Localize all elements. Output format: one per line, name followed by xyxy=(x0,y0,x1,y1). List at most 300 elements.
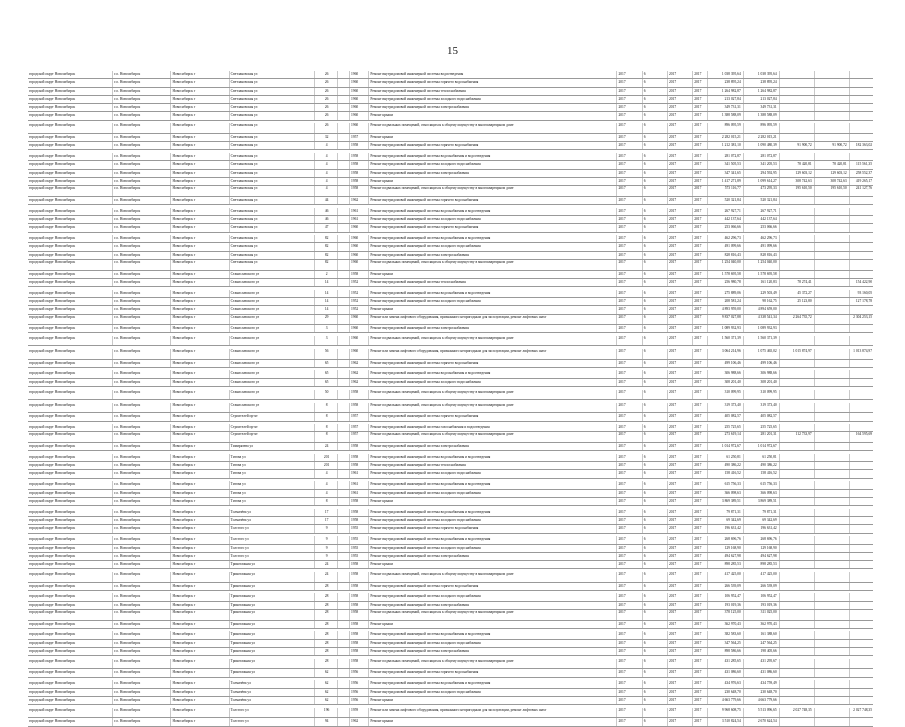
year-built-cell: 1956 xyxy=(350,689,369,696)
year-built-cell: 1962 xyxy=(350,370,369,377)
total-cost-cell: 1 388 588,09 xyxy=(708,112,744,119)
owner-cost-cell xyxy=(850,443,873,450)
end-year-cell: 2017 xyxy=(693,279,708,286)
owner-cost-cell xyxy=(850,610,873,620)
year-cell: 2017 xyxy=(617,271,642,278)
total-cost-cell: 230 648,70 xyxy=(708,689,744,696)
work-type-cell: Ремонт подвальных помещений, относящихся к общему имуществу в многоквартирном доме xyxy=(369,432,617,442)
local-cost-cell: 195 610,50 xyxy=(815,186,850,196)
fund-cost-cell: 1 578 695,58 xyxy=(744,271,780,278)
total-cost-cell: 615 756,33 xyxy=(708,481,744,488)
code-cell: 6 xyxy=(643,235,668,242)
local-cost-cell xyxy=(815,336,850,346)
house-number-cell: 56 xyxy=(315,349,338,359)
owner-cost-cell xyxy=(850,79,873,86)
code-cell: 6 xyxy=(643,536,668,543)
budget-cost-cell: 129 603,12 xyxy=(780,170,815,177)
district-cell: г.о. Новосибирск xyxy=(113,640,171,647)
budget-cost-cell xyxy=(780,403,815,413)
house-number-cell: 82 xyxy=(315,235,338,242)
budget-cost-cell xyxy=(780,153,815,160)
year-cell: 2017 xyxy=(617,134,642,141)
fund-cost-cell: 1 075 465,02 xyxy=(744,349,780,359)
year-cell: 2017 xyxy=(617,279,642,286)
table-row xyxy=(28,659,873,670)
district-cell: г.о. Новосибирск xyxy=(113,621,171,628)
fund-cost-cell: 341 205,53 xyxy=(744,161,780,168)
owner-cost-cell xyxy=(850,583,873,590)
table-row xyxy=(28,621,873,629)
code-cell: 6 xyxy=(643,186,668,196)
street-cell: Светлановская ул xyxy=(230,208,315,215)
city-cell: Новосибирск г xyxy=(171,403,229,413)
district-cell: г.о. Новосибирск xyxy=(113,517,171,524)
year-cell: 2017 xyxy=(617,88,642,95)
municipality-cell: городской округ Новосибирск xyxy=(28,161,113,168)
year-built-cell: 1960 xyxy=(350,104,369,111)
table-row xyxy=(28,79,873,87)
table-row xyxy=(28,561,873,569)
start-year-cell: 2017 xyxy=(668,298,693,305)
code-cell: 6 xyxy=(643,161,668,168)
year-cell: 2017 xyxy=(617,153,642,160)
end-year-cell: 2017 xyxy=(693,197,708,204)
building-cell xyxy=(338,96,350,103)
street-cell: Станиславского ул xyxy=(230,390,315,400)
local-cost-cell xyxy=(815,243,850,250)
fund-cost-cell: 431 086,60 xyxy=(744,669,780,676)
house-number-cell: 196 xyxy=(315,708,338,718)
municipality-cell: городской округ Новосибирск xyxy=(28,224,113,231)
table-row xyxy=(28,360,873,368)
house-number-cell: 9 xyxy=(315,536,338,543)
district-cell: г.о. Новосибирск xyxy=(113,379,171,386)
code-cell: 6 xyxy=(643,79,668,86)
code-cell: 6 xyxy=(643,610,668,620)
budget-cost-cell xyxy=(780,413,815,420)
end-year-cell: 2017 xyxy=(693,216,708,223)
budget-cost-cell xyxy=(780,621,815,628)
local-cost-cell xyxy=(815,648,850,655)
year-cell: 2017 xyxy=(617,640,642,647)
year-built-cell: 1962 xyxy=(350,379,369,386)
city-cell: Новосибирск г xyxy=(171,553,229,560)
street-cell: Светлановская ул xyxy=(230,260,315,270)
total-cost-cell: 1 578 695,58 xyxy=(708,271,744,278)
district-cell: г.о. Новосибирск xyxy=(113,718,171,725)
end-year-cell: 2017 xyxy=(693,123,708,133)
table-row xyxy=(28,689,873,697)
municipality-cell: городской округ Новосибирск xyxy=(28,336,113,346)
budget-cost-cell xyxy=(780,379,815,386)
budget-cost-cell xyxy=(780,610,815,620)
owner-cost-cell xyxy=(850,403,873,413)
year-built-cell: 1956 xyxy=(350,680,369,687)
table-row xyxy=(28,161,873,169)
code-cell: 6 xyxy=(643,490,668,497)
start-year-cell: 2017 xyxy=(668,669,693,676)
year-cell: 2017 xyxy=(617,610,642,620)
start-year-cell: 2017 xyxy=(668,306,693,313)
year-built-cell: 1960 xyxy=(350,349,369,359)
municipality-cell: городской округ Новосибирск xyxy=(28,79,113,86)
year-built-cell: 1958 xyxy=(350,186,369,196)
street-cell: Станиславского ул xyxy=(230,379,315,386)
year-built-cell: 1958 xyxy=(350,602,369,609)
total-cost-cell: 1 014 972,67 xyxy=(708,443,744,450)
start-year-cell: 2017 xyxy=(668,454,693,461)
table-row xyxy=(28,112,873,120)
local-cost-cell xyxy=(815,640,850,647)
municipality-cell: городской округ Новосибирск xyxy=(28,648,113,655)
end-year-cell: 2017 xyxy=(693,602,708,609)
district-cell: г.о. Новосибирск xyxy=(113,536,171,543)
year-built-cell: 1958 xyxy=(350,517,369,524)
table-row xyxy=(28,271,873,279)
year-cell: 2017 xyxy=(617,170,642,177)
building-cell xyxy=(338,583,350,590)
city-cell: Новосибирск г xyxy=(171,178,229,185)
city-cell: Новосибирск г xyxy=(171,561,229,568)
end-year-cell: 2017 xyxy=(693,659,708,669)
end-year-cell: 2017 xyxy=(693,718,708,725)
fund-cost-cell: 294 592,95 xyxy=(744,170,780,177)
end-year-cell: 2017 xyxy=(693,583,708,590)
year-built-cell: 1952 xyxy=(350,290,369,297)
code-cell: 6 xyxy=(643,216,668,223)
street-cell: Трикотажная ул xyxy=(230,669,315,676)
district-cell: г.о. Новосибирск xyxy=(113,298,171,305)
year-built-cell: 1958 xyxy=(350,583,369,590)
street-cell: Строителей пр-кт xyxy=(230,424,315,431)
building-cell xyxy=(338,71,350,78)
code-cell: 6 xyxy=(643,298,668,305)
district-cell: г.о. Новосибирск xyxy=(113,498,171,505)
owner-cost-cell xyxy=(850,454,873,461)
house-number-cell: 29 xyxy=(315,315,338,325)
owner-cost-cell xyxy=(850,360,873,367)
year-cell: 2017 xyxy=(617,553,642,560)
year-built-cell: 1960 xyxy=(350,243,369,250)
end-year-cell: 2017 xyxy=(693,481,708,488)
budget-cost-cell xyxy=(780,260,815,270)
table-row xyxy=(28,498,873,506)
end-year-cell: 2017 xyxy=(693,290,708,297)
start-year-cell: 2017 xyxy=(668,360,693,367)
local-cost-cell xyxy=(815,279,850,286)
total-cost-cell: 4 893 959,00 xyxy=(708,306,744,313)
table-row xyxy=(28,680,873,688)
code-cell: 6 xyxy=(643,689,668,696)
municipality-cell: городской округ Новосибирск xyxy=(28,298,113,305)
street-cell: Станиславского ул xyxy=(230,271,315,278)
work-type-cell: Ремонт внутридомовой инженерной системы электроснабжения xyxy=(369,104,617,111)
building-cell xyxy=(338,432,350,442)
start-year-cell: 2017 xyxy=(668,553,693,560)
table-row xyxy=(28,403,873,414)
start-year-cell: 2017 xyxy=(668,260,693,270)
table-row xyxy=(28,454,873,462)
budget-cost-cell xyxy=(780,680,815,687)
code-cell: 6 xyxy=(643,462,668,469)
municipality-cell: городской округ Новосибирск xyxy=(28,390,113,400)
owner-cost-cell xyxy=(850,260,873,270)
work-type-cell: Ремонт или замена лифтового оборудования, признанного непригодным для эксплуатации, ремонт лифтовых шахт xyxy=(369,708,617,718)
start-year-cell: 2017 xyxy=(668,170,693,177)
budget-cost-cell xyxy=(780,669,815,676)
table-row xyxy=(28,602,873,610)
owner-cost-cell xyxy=(850,88,873,95)
street-cell: Светлановская ул xyxy=(230,88,315,95)
municipality-cell: городской округ Новосибирск xyxy=(28,252,113,259)
start-year-cell: 2017 xyxy=(668,697,693,704)
total-cost-cell: 256 980,78 xyxy=(708,279,744,286)
city-cell: Новосибирск г xyxy=(171,413,229,420)
year-built-cell: 1958 xyxy=(350,648,369,655)
table-row xyxy=(28,123,873,134)
work-type-cell: Ремонт крыши xyxy=(369,112,617,119)
fund-cost-cell: 230 648,70 xyxy=(744,689,780,696)
local-cost-cell: 129 603,12 xyxy=(815,170,850,177)
year-built-cell: 1957 xyxy=(350,424,369,431)
budget-cost-cell xyxy=(780,462,815,469)
table-row xyxy=(28,432,873,443)
start-year-cell: 2017 xyxy=(668,462,693,469)
street-cell: Толстого ул xyxy=(230,718,315,725)
district-cell: г.о. Новосибирск xyxy=(113,593,171,600)
local-cost-cell xyxy=(815,481,850,488)
end-year-cell: 2017 xyxy=(693,443,708,450)
district-cell: г.о. Новосибирск xyxy=(113,71,171,78)
district-cell: г.о. Новосибирск xyxy=(113,697,171,704)
city-cell: Новосибирск г xyxy=(171,315,229,325)
owner-cost-cell: 115 561,35 xyxy=(855,162,873,167)
start-year-cell: 2017 xyxy=(668,443,693,450)
year-built-cell: 1952 xyxy=(350,279,369,286)
owner-cost-cell xyxy=(850,470,873,477)
code-cell: 6 xyxy=(643,170,668,177)
local-cost-cell xyxy=(815,224,850,231)
street-cell: Трикотажная ул xyxy=(230,610,315,620)
street-cell: Светлановская ул xyxy=(230,243,315,250)
street-cell: Трикотажная ул xyxy=(230,572,315,582)
year-cell: 2017 xyxy=(617,216,642,223)
table-row xyxy=(28,315,873,326)
budget-cost-cell xyxy=(780,336,815,346)
start-year-cell: 2017 xyxy=(668,370,693,377)
table-row xyxy=(28,336,873,347)
work-type-cell: Ремонт внутридомовой инженерной системы горячего водоснабжения xyxy=(369,413,617,420)
fund-cost-cell: 490 386,22 xyxy=(744,462,780,469)
end-year-cell: 2017 xyxy=(693,243,708,250)
district-cell: г.о. Новосибирск xyxy=(113,178,171,185)
end-year-cell: 2017 xyxy=(693,336,708,346)
local-cost-cell xyxy=(815,498,850,505)
municipality-cell: городской округ Новосибирск xyxy=(28,178,113,185)
fund-cost-cell: 405 082,57 xyxy=(744,413,780,420)
budget-cost-cell xyxy=(780,390,815,400)
code-cell: 6 xyxy=(643,403,668,413)
building-cell xyxy=(338,142,350,149)
start-year-cell: 2017 xyxy=(668,271,693,278)
street-cell: Трикотажная ул xyxy=(230,640,315,647)
building-cell xyxy=(338,680,350,687)
budget-cost-cell xyxy=(780,631,815,638)
total-cost-cell: 499 106,46 xyxy=(708,360,744,367)
street-cell: Светлановская ул xyxy=(230,216,315,223)
building-cell xyxy=(338,631,350,638)
fund-cost-cell: 281 072,87 xyxy=(744,153,780,160)
code-cell: 6 xyxy=(643,306,668,313)
year-built-cell: 1957 xyxy=(350,134,369,141)
start-year-cell: 2017 xyxy=(668,379,693,386)
table-row xyxy=(28,413,873,421)
fund-cost-cell: 4 338 541,34 xyxy=(744,315,780,325)
district-cell: г.о. Новосибирск xyxy=(113,79,171,86)
municipality-cell: городской округ Новосибирск xyxy=(28,610,113,620)
work-type-cell: Ремонт подвальных помещений, относящихся к общему имуществу в многоквартирном доме xyxy=(369,336,617,346)
year-cell: 2017 xyxy=(617,161,642,168)
city-cell: Новосибирск г xyxy=(171,708,229,718)
owner-cost-cell xyxy=(850,134,873,141)
owner-cost-cell: 93 160,05 xyxy=(857,290,873,295)
budget-cost-cell xyxy=(780,96,815,103)
building-cell xyxy=(338,134,350,141)
year-built-cell: 1955 xyxy=(350,553,369,560)
code-cell: 6 xyxy=(643,509,668,516)
city-cell: Новосибирск г xyxy=(171,298,229,305)
city-cell: Новосибирск г xyxy=(171,96,229,103)
municipality-cell: городской округ Новосибирск xyxy=(28,718,113,725)
start-year-cell: 2017 xyxy=(668,545,693,552)
work-type-cell: Ремонт крыши xyxy=(369,718,617,725)
year-built-cell: 1960 xyxy=(350,96,369,103)
building-cell xyxy=(338,298,350,305)
start-year-cell: 2017 xyxy=(668,235,693,242)
fund-cost-cell: 308 201,40 xyxy=(744,379,780,386)
fund-cost-cell: 828 816,43 xyxy=(744,252,780,259)
start-year-cell: 2017 xyxy=(668,123,693,133)
municipality-cell: городской округ Новосибирск xyxy=(28,88,113,95)
year-built-cell: 1961 xyxy=(350,470,369,477)
street-cell: Светлановская ул xyxy=(230,153,315,160)
table-row xyxy=(28,708,873,719)
code-cell: 6 xyxy=(643,252,668,259)
budget-cost-cell xyxy=(780,224,815,231)
total-cost-cell: 462 296,73 xyxy=(708,235,744,242)
year-built-cell: 1958 xyxy=(350,659,369,669)
total-cost-cell: 267 927,71 xyxy=(708,208,744,215)
total-cost-cell: 273 619,14 xyxy=(708,432,744,442)
city-cell: Новосибирск г xyxy=(171,490,229,497)
building-cell xyxy=(338,403,350,413)
local-cost-cell xyxy=(815,490,850,497)
local-cost-cell xyxy=(815,325,850,332)
building-cell xyxy=(338,561,350,568)
work-type-cell: Ремонт внутридомовой инженерной системы теплоснабжения xyxy=(369,88,617,95)
building-cell xyxy=(338,443,350,450)
building-cell xyxy=(338,481,350,488)
fund-cost-cell: 494 627,98 xyxy=(744,553,780,560)
end-year-cell: 2017 xyxy=(693,648,708,655)
local-cost-cell xyxy=(815,379,850,386)
code-cell: 6 xyxy=(643,718,668,725)
municipality-cell: городской округ Новосибирск xyxy=(28,697,113,704)
budget-cost-cell xyxy=(780,572,815,582)
year-cell: 2017 xyxy=(617,443,642,450)
end-year-cell: 2017 xyxy=(693,349,708,359)
end-year-cell: 2017 xyxy=(693,454,708,461)
table-row xyxy=(28,553,873,561)
city-cell: Новосибирск г xyxy=(171,271,229,278)
city-cell: Новосибирск г xyxy=(171,290,229,297)
building-cell xyxy=(338,216,350,223)
house-number-cell: 8 xyxy=(315,413,338,420)
work-type-cell: Ремонт внутридомовой инженерной системы водоснабжения и водоотведения xyxy=(369,290,617,297)
total-cost-cell: 828 816,43 xyxy=(708,252,744,259)
total-cost-cell: 158 416,52 xyxy=(708,470,744,477)
building-cell xyxy=(338,197,350,204)
city-cell: Новосибирск г xyxy=(171,424,229,431)
year-cell: 2017 xyxy=(617,454,642,461)
owner-cost-cell: 419 265,17 xyxy=(855,178,873,183)
code-cell: 6 xyxy=(643,104,668,111)
total-cost-cell: 442 137,64 xyxy=(708,216,744,223)
street-cell: Станиславского ул xyxy=(230,325,315,332)
fund-cost-cell: 1 254 040,00 xyxy=(744,260,780,270)
code-cell: 6 xyxy=(643,424,668,431)
start-year-cell: 2017 xyxy=(668,216,693,223)
local-cost-cell xyxy=(815,390,850,400)
city-cell: Новосибирск г xyxy=(171,718,229,725)
year-cell: 2017 xyxy=(617,593,642,600)
owner-cost-cell xyxy=(850,112,873,119)
end-year-cell: 2017 xyxy=(693,413,708,420)
start-year-cell: 2017 xyxy=(668,536,693,543)
total-cost-cell: 898 285,53 xyxy=(708,561,744,568)
city-cell: Новосибирск г xyxy=(171,697,229,704)
house-number-cell: 201 xyxy=(315,462,338,469)
district-cell: г.о. Новосибирск xyxy=(113,481,171,488)
municipality-cell: городской округ Новосибирск xyxy=(28,370,113,377)
total-cost-cell: 9 968 608,75 xyxy=(708,708,744,718)
start-year-cell: 2017 xyxy=(668,161,693,168)
end-year-cell: 2017 xyxy=(693,697,708,704)
year-built-cell: 1952 xyxy=(350,298,369,305)
house-number-cell: 28 xyxy=(315,610,338,620)
building-cell xyxy=(338,123,350,133)
year-built-cell: 1958 xyxy=(350,561,369,568)
fund-cost-cell: 98 162,75 xyxy=(744,298,780,305)
end-year-cell: 2017 xyxy=(693,536,708,543)
local-cost-cell xyxy=(815,298,850,305)
local-cost-cell xyxy=(815,260,850,270)
house-number-cell: 9 xyxy=(315,525,338,532)
work-type-cell: Ремонт внутридомовой инженерной системы горячего водоснабжения xyxy=(369,525,617,532)
work-type-cell: Ремонт внутридомовой инженерной системы водоснабжения и водоотведения xyxy=(369,481,617,488)
budget-cost-cell xyxy=(780,325,815,332)
start-year-cell: 2017 xyxy=(668,112,693,119)
house-number-cell: 28 xyxy=(315,602,338,609)
owner-cost-cell xyxy=(850,336,873,346)
year-cell: 2017 xyxy=(617,680,642,687)
street-cell: Светлановская ул xyxy=(230,134,315,141)
year-built-cell: 1958 xyxy=(350,390,369,400)
street-cell: Толстого ул xyxy=(230,545,315,552)
street-cell: Толстого ул xyxy=(230,525,315,532)
end-year-cell: 2017 xyxy=(693,553,708,560)
local-cost-cell: 308 742,63 xyxy=(815,178,850,185)
